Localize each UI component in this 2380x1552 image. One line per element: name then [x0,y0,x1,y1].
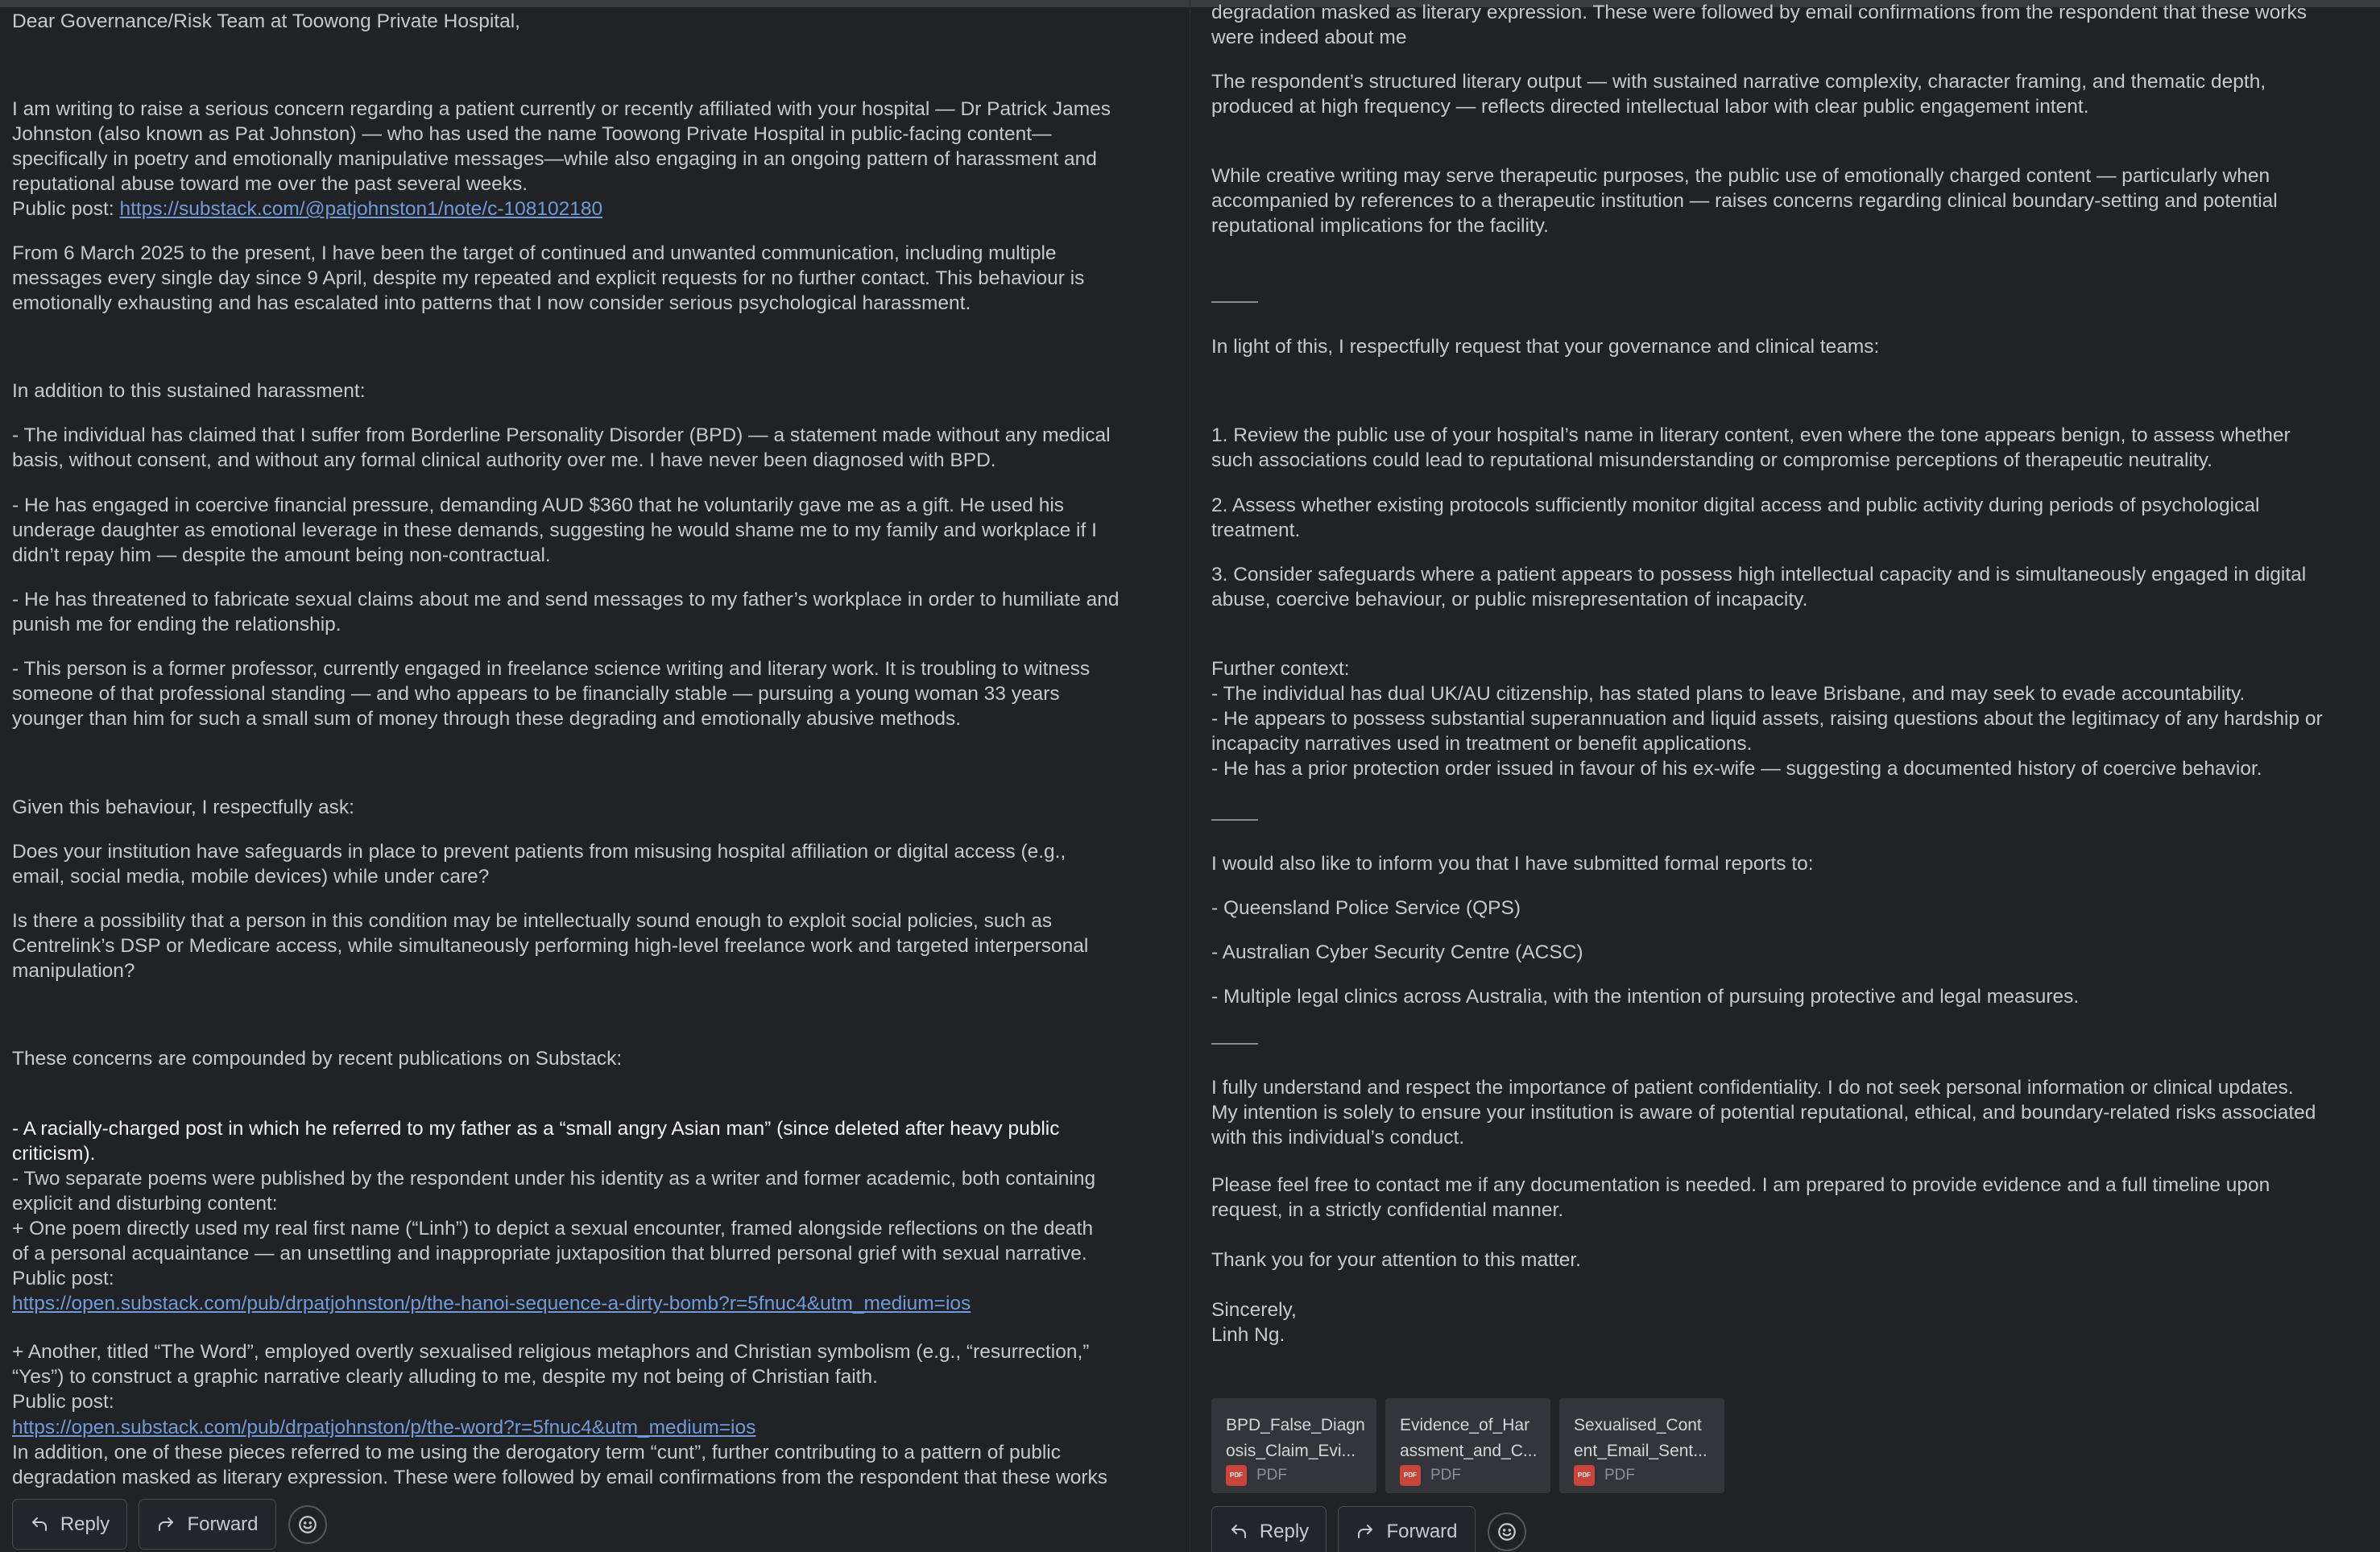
bullet-threat: - He has threatened to fabricate sexual claims about me and send messages to my father’s workplace in order to humiliate and punish me for ending the relationship. [12,589,1120,635]
structured-output-paragraph: The respondent’s structured literary output — with sustained narrative complexity, character framing, and thematic depth, produced at high frequency — reflects directed intellectual labor with clear public engagement intent. [1211,71,2266,118]
in-addition-heading: In addition to this sustained harassment: [12,380,366,402]
separator-line [1211,1043,1258,1045]
reply-button[interactable] [1211,1506,1327,1552]
emoji-reaction-button[interactable] [288,1505,327,1544]
attachment-type: PDF [1430,1467,1461,1484]
given-behaviour-heading: Given this behaviour, I respectfully ask: [12,797,354,818]
pdf-file-icon: PDF [1574,1465,1595,1486]
forward-arrow-icon [156,1515,176,1534]
pdf-file-icon: PDF [1400,1465,1421,1486]
emoji-reaction-button[interactable] [1488,1513,1526,1551]
the-word-paragraph: + Another, titled “The Word”, employed overtly sexualised religious metaphors and Christian symbolism (e.g., “resurrection,” “Yes”) to construct a graphic narrative clearly alluding to me, despite my not being of Christian faith. Public post: [12,1341,1090,1413]
substack-heading: These concerns are compounded by recent publications on Substack: [12,1048,623,1070]
bullet-bpd-claim: - The individual has claimed that I suffer from Borderline Personality Disorder (BPD) — a statement made without any medical basis, without consent, and without any formal clinical authority over me. I have never been diagnosed with BPD. [12,424,1111,471]
thanks-line: Thank you for your attention to this matter. [1211,1249,1581,1271]
reply-arrow-icon [1229,1522,1248,1542]
smiley-face-icon [297,1514,318,1535]
attachment-type: PDF [1604,1467,1635,1484]
bullet-financial-pressure: - He has engaged in coercive financial pressure, demanding AUD $360 that he voluntarily gave me as a gift. He used his underage daughter as emotional leverage in these demands, suggesting he would shame me to my family and workplace if I didn’t repay him — despite the amount being non-contractual. [12,495,1097,566]
question-social-policies: Is there a possibility that a person in this condition may be intellectually sound enough to exploit social policies, such as Centrelink’s DSP or Medicare access, while simultaneously performing high-level freelance work and targeted interpersonal manipulation? [12,910,1089,982]
harassment-timeline-paragraph: From 6 March 2025 to the present, I have been the target of continued and unwanted communication, including multiple messages every single day since 9 April, despite my repeated and explicit requests for no further contact. This behaviour is emotionally exhausting and has escalated into patterns that I now consider serious psychological harassment. [12,242,1085,314]
forward-arrow-icon [1356,1522,1375,1542]
attachment-card[interactable] [1385,1398,1550,1493]
attachment-type: PDF [1256,1467,1287,1484]
public-post-line [12,197,1190,221]
creative-writing-paragraph: While creative writing may serve therapeutic purposes, the public use of emotionally charged content — particularly when accompanied by references to a therapeutic institution — raises concerns regarding clinical boundary-setting and potential reputational implications for the facility. [1211,165,2278,237]
racial-post-bullet: - A racially-charged post in which he referred to my father as a “small angry Asian man” (since deleted after heavy public criticism). [12,1118,1060,1165]
request-1: 1. Review the public use of your hospital’s name in literary content, even where the tone appears benign, to assess whether such associations could lead to reputational misunderstanding or compromise perceptions of therapeutic neutrality. [1211,424,2291,471]
attachment-card[interactable] [1211,1398,1376,1493]
pdf-file-icon: PDF [1226,1465,1247,1486]
public-post-label: Public post: [12,198,120,220]
forward-button[interactable] [139,1499,276,1550]
forward-button-label: Forward [1386,1521,1458,1542]
separator-line [1211,301,1258,303]
request-2: 2. Assess whether existing protocols sufficiently monitor digital access and public activity during periods of psychological treatment. [1211,495,2260,541]
report-qps: - Queensland Police Service (QPS) [1211,897,1521,919]
report-acsc: - Australian Cyber Security Centre (ACSC) [1211,942,1583,963]
hanoi-link-line [12,1291,1190,1316]
hanoi-sequence-link[interactable]: https://open.substack.com/pub/drpatjohnston/p/the-hanoi-sequence-a-dirty-bomb?r=5fnuc4&utm_medium=ios [12,1293,971,1314]
confidentiality-paragraph: I fully understand and respect the importance of patient confidentiality. I do not seek personal information or clinical updates. My intention is solely to ensure your institution is aware of potential reputational, ethical, and boundary-related risks associated with this individual’s conduct. [1211,1077,2316,1148]
separator-line [1211,819,1258,821]
further-context: Further context: - The individual has dual UK/AU citizenship, has stated plans to leave Brisbane, and may seek to evade accountability. - He appears to possess substantial superannuation and liquid assets, raising questions about the legitimacy of any hardship or incapacity narratives used in treatment or benefit applications. - He has a prior protection order issued in favour of his ex-wife — suggesting a documented history of coercive behavior. [1211,658,2323,780]
signature: Sincerely, Linh Ng. [1211,1299,1297,1346]
reply-arrow-icon [30,1515,49,1534]
the-word-link-line [12,1415,1190,1440]
poems-paragraph: - Two separate poems were published by the respondent under his identity as a writer and former academic, both containing explicit and disturbing content: + One poem directly used my real first name (“Linh”) to depict a sexual encounter, framed alongside reflections on the death of a personal acquaintance — an unsettling and inappropriate juxtaposition that blurred personal grief with sexual narrative. Public post: [12,1168,1096,1289]
reports-intro: I would also like to inform you that I have submitted formal reports to: [1211,853,1814,875]
the-word-link[interactable]: https://open.substack.com/pub/drpatjohnston/p/the-word?r=5fnuc4&utm_medium=ios [12,1417,756,1438]
report-legal-clinics: - Multiple legal clinics across Australia, with the intention of pursuing protective and legal measures. [1211,986,2080,1008]
reply-button[interactable] [12,1499,127,1550]
attachment-name: Sexualised_Cont ent_Email_Sent... [1574,1416,1707,1460]
reply-button-label: Reply [1259,1521,1310,1542]
attachment-card[interactable] [1559,1398,1724,1493]
bullet-professor: - This person is a former professor, currently engaged in freelance science writing and literary work. It is troubling to witness someone of that professional standing — and who appears to be financially stable — pursuing a young woman 33 years younger than him for such a small sum of money through these degrading and emotionally abusive methods. [12,658,1091,730]
request-3: 3. Consider safeguards where a patient appears to possess high intellectual capacity and is simultaneously engaged in digital abuse, coercive behaviour, or public misrepresentation of incapacity. [1211,564,2307,610]
request-heading: In light of this, I respectfully request that your governance and clinical teams: [1211,336,1880,358]
continued-paragraph: degradation masked as literary expression. These were followed by email confirmations from the respondent that these works were indeed about me [1211,2,2307,48]
greeting: Dear Governance/Risk Team at Toowong Private Hospital, [12,10,520,32]
derogatory-term-paragraph: In addition, one of these pieces referred to me using the derogatory term “cunt”, further contributing to a pattern of public degradation masked as literary expression. These were followed by email confirmations from the respondent that these works [12,1442,1107,1488]
smiley-face-icon [1496,1521,1517,1542]
attachment-name: Evidence_of_Har assment_and_C... [1400,1416,1538,1460]
intro-paragraph: I am writing to raise a serious concern regarding a patient currently or recently affiliated with your hospital — Dr Patrick James Johnston (also known as Pat Johnston) — who has used the name Toowong Private Hospital in public-facing content— specifically in poetry and emotionally manipulative messages—while also engaging in an ongoing pattern of harassment and reputational abuse toward me over the past several weeks. [12,98,1111,195]
attachment-name: BPD_False_Diagn osis_Claim_Evi... [1226,1416,1365,1460]
forward-button-label: Forward [187,1513,259,1535]
question-safeguards: Does your institution have safeguards in place to prevent patients from misusing hospital affiliation or digital access (e.g., email, social media, mobile devices) while under care? [12,841,1066,888]
email-pane-right [1190,0,2380,1552]
reply-button-label: Reply [60,1513,110,1535]
contact-paragraph: Please feel free to contact me if any documentation is needed. I am prepared to provide evidence and a full timeline upon request, in a strictly confidential manner. [1211,1174,2270,1221]
public-post-link[interactable]: https://substack.com/@patjohnston1/note/c-108102180 [119,198,603,220]
forward-button[interactable] [1338,1506,1476,1552]
